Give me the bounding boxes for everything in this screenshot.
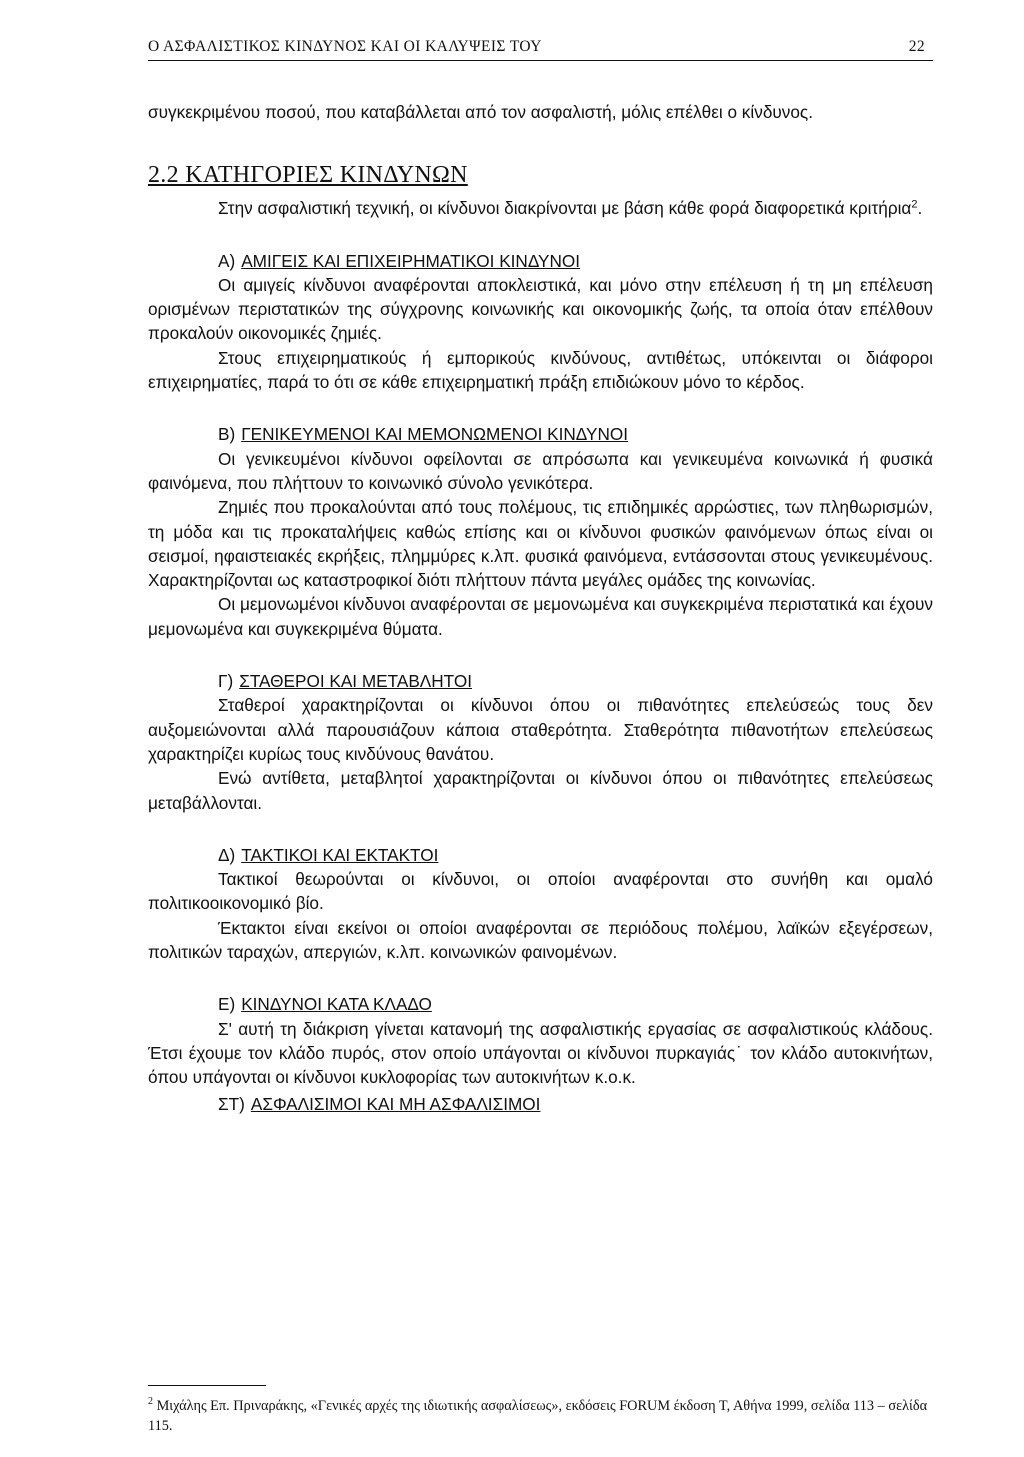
- subsection-d-title: ΤΑΚΤΙΚΟΙ ΚΑΙ ΕΚΤΑΚΤΟΙ: [241, 844, 439, 865]
- subsection-f-heading: [218, 1092, 933, 1116]
- intro-paragraph: συγκεκριμένου ποσού, που καταβάλλεται από τον ασφαλιστή, μόλις επέλθει ο κίνδυνος.: [148, 102, 813, 122]
- subsection-b-paragraph-1: Οι γενικευμένοι κίνδυνοι οφείλονται σε απρόσωπα και γενικευμένα κοινωνικά ή φυσικά φαινόμενα, που πλήττουν το κοινωνικό σύνολο γενικότερα.: [148, 448, 933, 493]
- subsection-c-paragraph-2: Ενώ αντίθετα, μεταβλητοί χαρακτηρίζονται οι κίνδυνοι όπου οι πιθανότητες επελεύσεως μεταβάλλονται.: [148, 768, 933, 813]
- section-intro-text: Στην ασφαλιστική τεχνική, οι κίνδυνοι διακρίνονται με βάση κάθε φορά διαφορετικά κριτήρια: [218, 198, 912, 219]
- footnote-number: 2: [148, 1396, 153, 1408]
- subsection-c-heading: [218, 669, 933, 693]
- subsection-b-title: ΓΕΝΙΚΕΥΜΕΝΟΙ ΚΑΙ ΜΕΜΟΝΩΜΕΝΟΙ ΚΙΝΔΥΝΟΙ: [241, 424, 629, 445]
- subsection-e-heading: [218, 992, 933, 1016]
- subsection-c-label: Γ): [218, 671, 234, 692]
- subsection-d-paragraph-2: Έκτακτοι είναι εκείνοι οι οποίοι αναφέρονται σε περιόδους πολέμου, λαϊκών εξεγέρσεων, πολιτικών ταραχών, απεργιών, κ.λπ. κοινωνικών φαινομένων.: [148, 917, 933, 963]
- footnote-reference: 2: [911, 198, 918, 211]
- subsection-d-label: Δ): [218, 844, 236, 865]
- running-title: Ο ΑΣΦΑΛΙΣΤΙΚΟΣ ΚΙΝΔΥΝΟΣ ΚΑΙ ΟΙ ΚΑΛΥΨΕΙΣ ΤΟΥ: [148, 38, 542, 55]
- subsection-b-label: Β): [218, 424, 236, 445]
- subsection-a-heading: [218, 249, 933, 273]
- subsection-e-paragraph-1: Σ' αυτή τη διάκριση γίνεται κατανομή της ασφαλιστικής εργασίας σε ασφαλιστικούς κλάδους. Έτσι έχουμε τον κλάδο πυρός, στον οποίο υπάγονται οι κίνδυνοι πυρκαγιάς˙ τον κλάδο αυτοκινήτων, όπου υπάγονται οι κίνδυνοι κυκλοφορίας των αυτοκινήτων κ.ο.κ.: [148, 1018, 933, 1088]
- section-heading: 2.2 ΚΑΤΗΓΟΡΙΕΣ ΚΙΝΔΥΝΩΝ: [148, 162, 468, 189]
- subsection-a-title: ΑΜΙΓΕΙΣ ΚΑΙ ΕΠΙΧΕΙΡΗΜΑΤΙΚΟΙ ΚΙΝΔΥΝΟΙ: [241, 250, 581, 271]
- page-body: [148, 100, 933, 1116]
- subsection-b-paragraph-3: Οι μεμονωμένοι κίνδυνοι αναφέρονται σε μεμονωμένα και συγκεκριμένα περιστατικά και έχουν μεμονωμένα και συγκεκριμένα θύματα.: [148, 594, 933, 639]
- subsection-a-paragraph-2: Στους επιχειρηματικούς ή εμπορικούς κινδύνους, αντιθέτως, υπόκεινται οι διάφοροι επιχειρηματίες, παρά το ότι σε κάθε επιχειρηματική πράξη επιδιώκουν μόνο το κέρδος.: [148, 347, 933, 393]
- subsection-b-paragraph-2: Ζημιές που προκαλούνται από τους πολέμους, τις επιδημικές αρρώστιες, των πληθωρισμών, τη μόδα και τις προκαταλήψεις καθώς επίσης και οι κίνδυνοι φυσικών φαινόμενων όπως είναι οι σεισμοί, ηφαιστειακές εκρήξεις, πλημμύρες κ.λπ. φυσικά φαινόμενα, εντάσσονται στους γενικευμένους. Χαρακτηρίζονται ως καταστροφικοί διότι πλήττουν πάντα μεγάλες ομάδες της κοινωνίας.: [148, 497, 933, 591]
- section-intro-end: .: [917, 198, 923, 219]
- subsection-e-title: ΚΙΝΔΥΝΟΙ ΚΑΤΑ ΚΛΑΔΟ: [241, 994, 432, 1015]
- section-intro-paragraph: [148, 196, 933, 220]
- footnote: [148, 1396, 933, 1436]
- subsection-b-heading: [218, 422, 933, 446]
- subsection-c-paragraph-1: Σταθεροί χαρακτηρίζονται οι κίνδυνοι όπου οι πιθανότητες επελεύσεώς τους δεν αυξομειώνονται αλλά παρουσιάζουν κάποια σταθερότητα. Σταθερότητα πιθανοτήτων επελεύσεως χαρακτηρίζει κυρίως τους κινδύνους θανάτου.: [148, 695, 933, 764]
- subsection-d-paragraph-1: Τακτικοί θεωρούνται οι κίνδυνοι, οι οποίοι αναφέρονται στο συνήθη και ομαλό πολιτικοοικονομικό βίο.: [148, 869, 933, 914]
- subsection-f-title: ΑΣΦΑΛΙΣΙΜΟΙ ΚΑΙ ΜΗ ΑΣΦΑΛΙΣΙΜΟΙ: [250, 1093, 541, 1114]
- footnote-divider: [148, 1385, 266, 1386]
- subsection-f-label: ΣΤ): [218, 1093, 245, 1114]
- subsection-c-title: ΣΤΑΘΕΡΟΙ ΚΑΙ ΜΕΤΑΒΛΗΤΟΙ: [239, 671, 473, 692]
- page-number: 22: [908, 38, 925, 55]
- subsection-d-heading: [218, 843, 933, 867]
- footnote-text: Μιχάλης Επ. Πριναράκης, «Γενικές αρχές της ιδιωτικής ασφαλίσεως», εκδόσεις FORUM έκδοση Τ, Αθήνα 1999, σελίδα 113 – σελίδα 115.: [148, 1398, 928, 1434]
- subsection-a-label: Α): [218, 250, 236, 271]
- running-header: [148, 36, 933, 61]
- subsection-a-paragraph-1: Οι αμιγείς κίνδυνοι αναφέρονται αποκλειστικά, και μόνο στην επέλευση ή τη μη επέλευση ορισμένων περιστατικών της σύγχρονης κοινωνικής και οικονομικής ζωής, τα οποία όταν επέλθουν προκαλούν οικονομικές ζημιές.: [148, 274, 933, 344]
- subsection-e-label: Ε): [218, 994, 236, 1015]
